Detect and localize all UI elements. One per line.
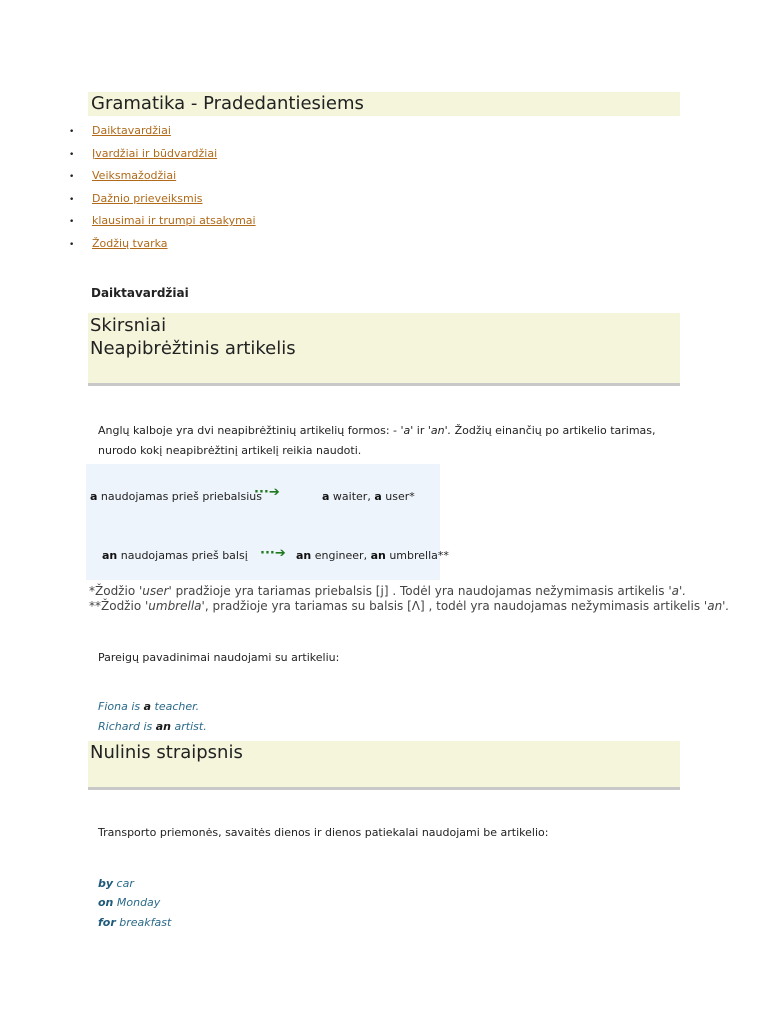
rule-a-article: a	[90, 490, 98, 503]
example-2-article: an	[155, 720, 172, 733]
toc-link-veiksmazodziai[interactable]: Veiksmažodžiai	[92, 169, 177, 183]
bullet-icon: •	[69, 239, 75, 250]
rule-a-ex1-article: a	[322, 490, 330, 503]
rule-an-ex2-article: an	[370, 549, 386, 562]
section-heading-line2: Neapibrėžtinis artikelis	[90, 338, 296, 359]
zero-example-1	[98, 877, 134, 891]
section-heading-zero-article: Nulinis straipsnis	[90, 742, 243, 763]
professions-intro: Pareigų pavadinimai naudojami su artikeliu:	[98, 651, 340, 664]
bullet-icon: •	[69, 217, 75, 228]
intro-mid: ir	[413, 424, 428, 437]
zero-example-3	[98, 916, 171, 930]
footnote-2	[89, 599, 729, 613]
intro-an-form: 'an'.	[427, 424, 452, 437]
toc-link-daznio-prieveiksmis[interactable]: Dažnio prieveiksmis	[92, 191, 203, 205]
intro-text-1: Anglų kalboje yra dvi neapibrėžtinių artikelių formos: -	[98, 424, 401, 437]
rule-a-examples	[322, 490, 415, 504]
bullet-icon: •	[69, 172, 75, 183]
rule-an-article: an	[102, 549, 118, 562]
rule-a-ex2-word: user*	[381, 490, 415, 503]
rule-a-text	[90, 490, 262, 504]
zero-example-2	[98, 896, 160, 910]
bullet-icon: •	[69, 127, 75, 137]
zero-example-1-word: car	[113, 877, 134, 890]
rule-an-ex1-article: an	[296, 549, 312, 562]
footnote-2-b: , pradžioje yra tariamas su balsis [Λ] , todėl yra naudojamas nežymimasis artikelis	[204, 599, 704, 613]
page-title: Gramatika - Pradedantiesiems	[91, 93, 364, 114]
toc-link-daiktavardziai[interactable]: Daiktavardžiai	[92, 124, 171, 137]
example-sentence-1	[98, 700, 199, 714]
toc-link-zodziu-tvarka[interactable]: Žodžių tvarka	[92, 236, 168, 250]
example-2-b: artist.	[171, 720, 207, 733]
rule-an-ex1-word: engineer,	[311, 549, 371, 562]
footnote-1-word: 'user'	[138, 584, 172, 598]
toc-link-ivardziai[interactable]: Įvardžiai ir būdvardžiai	[92, 146, 218, 160]
footnote-1-a: *Žodžio	[89, 584, 139, 598]
zero-example-1-prep: by	[98, 877, 114, 890]
rule-a-ex2-article: a	[374, 490, 382, 503]
footnote-2-word: 'umbrella'	[144, 599, 205, 613]
intro-text-2: Žodžių einančių po artikelio tarimas, nurodo kokį neapibrėžtinį artikelį reikia naudoti.	[98, 424, 656, 457]
rule-an-examples	[296, 549, 449, 563]
rule-an-ex2-word: umbrella**	[385, 549, 449, 562]
zero-example-3-word: breakfast	[115, 916, 172, 929]
example-1-article: a	[143, 700, 152, 713]
rule-a-description: naudojamas prieš priebalsius	[97, 490, 262, 503]
footnote-2-art: 'an'.	[703, 599, 730, 613]
rule-an-description: naudojamas prieš balsį	[117, 549, 248, 562]
zero-example-3-prep: for	[98, 916, 116, 929]
rule-an-text	[102, 549, 248, 563]
rule-a-ex1-word: waiter,	[329, 490, 375, 503]
section-label: Daiktavardžiai	[91, 286, 189, 300]
intro-paragraph	[98, 421, 673, 461]
footnote-1-b: pradžioje yra tariamas priebalsis [j] . Todėl yra naudojamas nežymimasis artikelis	[171, 584, 669, 598]
bullet-icon: •	[69, 149, 75, 160]
toc-link-klausimai[interactable]: klausimai ir trumpi atsakymai	[92, 214, 256, 228]
example-sentence-2	[98, 720, 207, 734]
arrow-icon: ···➔	[254, 485, 280, 500]
example-2-a: Richard is	[98, 720, 156, 733]
bullet-icon: •	[69, 194, 75, 205]
footnote-2-a: **Žodžio	[89, 599, 145, 613]
zero-example-2-prep: on	[98, 896, 114, 909]
section-heading-box-2	[88, 741, 680, 790]
zero-example-2-word: Monday	[113, 896, 161, 909]
example-1-b: teacher.	[151, 700, 200, 713]
zero-article-intro: Transporto priemonės, savaitės dienos ir dienos patiekalai naudojami be artikelio:	[98, 826, 549, 839]
footnote-1	[89, 584, 686, 598]
intro-a-form: 'a'	[400, 424, 414, 437]
section-heading-line1: Skirsniai	[90, 315, 167, 336]
example-1-a: Fiona is	[98, 700, 144, 713]
arrow-icon: ···➔	[260, 546, 286, 561]
footnote-1-art: 'a'.	[668, 584, 687, 598]
section-heading-box	[88, 313, 680, 386]
